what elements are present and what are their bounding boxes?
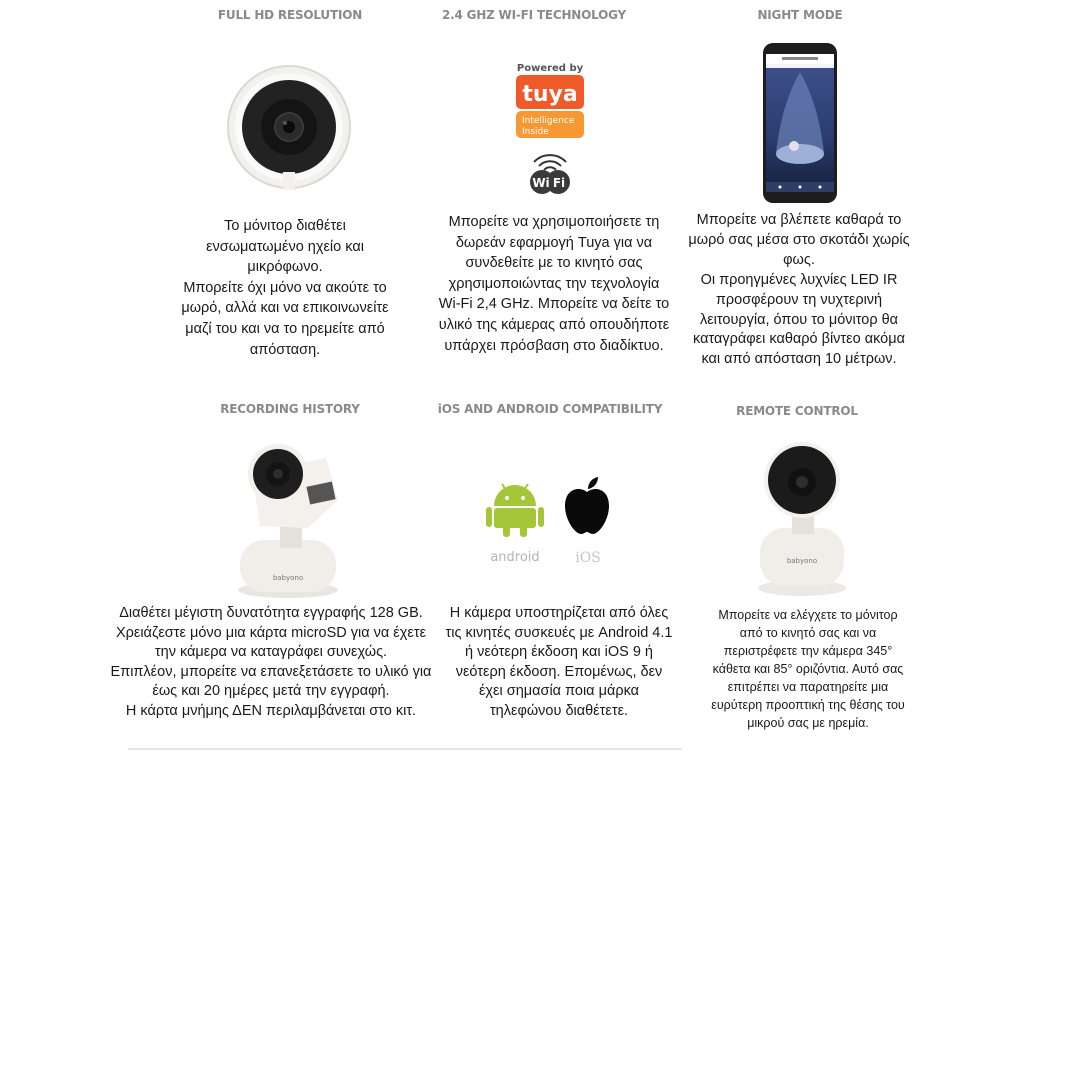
heading-recording-history: RECORDING HISTORY xyxy=(220,402,360,416)
night-mode-description: Μπορείτε να βλέπετε καθαρά το μωρό σας μέσα στο σκοτάδι χωρίς φως. Οι προηγμένες λυχνίες LED IR προσφέρουν τη νυχτερινή λειτουργία, όπου το μόνιτορ θα καταγράφει καθαρό βίντεο ακόμα και από απόσταση 10 μέτρων. xyxy=(688,212,910,368)
ios-label: iOS xyxy=(575,550,601,566)
tilted-camera-image xyxy=(230,440,360,602)
tuya-sub-text-2: Inside xyxy=(522,127,549,137)
compatibility-description: Η κάμερα υποστηρίζεται από όλες τις κινητές συσκευές με Android 4.1 ή νεότερη έκδοση και iOS 9 ή νεότερη έκδοση. Επομένως, δεν έχει σημασία ποια μάρκα τηλεφώνου διαθέτετε. xyxy=(445,605,673,719)
svg-text:Fi: Fi xyxy=(552,176,566,190)
tuya-logo xyxy=(512,60,588,140)
heading-wifi: 2.4 GHZ WI-FI TECHNOLOGY xyxy=(441,8,627,22)
remote-control-description: Μπορείτε να ελέγχετε το μόνιτορ από το κινητό σας και να περιστρέφετε την κάμερα 345° κάθετα και 85° οριζόντια. Αυτό σας επιτρέπει να παρατηρείτε μια ευρύτερη προοπτική της θέσης του μικρού σας με ηρεμία. xyxy=(711,608,905,730)
wifi-description: Μπορείτε να χρησιμοποιήσετε τη δωρεάν εφαρμογή Tuya για να συνδεθείτε με το κινητό σας χρησιμοποιώντας την τεχνολογία Wi-Fi 2,4 GHz. Μπορείτε να δείτε το υλικό της κάμερας από οπουδήποτε υπάρχει πρόσβαση στο διαδίκτυο. xyxy=(438,214,670,354)
remote-camera-image xyxy=(754,440,854,600)
apple-icon xyxy=(562,476,612,536)
heading-remote-control: REMOTE CONTROL xyxy=(736,404,858,418)
tuya-brand-text: tuya xyxy=(522,82,578,107)
wifi-icon xyxy=(528,148,572,196)
android-icon xyxy=(486,476,544,538)
round-camera-image xyxy=(226,64,352,190)
android-label: android xyxy=(490,550,540,565)
divider-line xyxy=(128,748,682,750)
heading-night-mode: NIGHT MODE xyxy=(757,8,843,22)
tuya-sub-text-1: Intelligence xyxy=(522,116,575,126)
full-hd-description: Το μόνιτορ διαθέτει ενσωματωμένο ηχείο και μικρόφωνο. Μπορείτε όχι μόνο να ακούτε το μωρό, αλλά και να επικοινωνείτε μαζί του και να το ηρεμείτε από απόσταση. xyxy=(181,218,389,358)
heading-ios-android-compatibility: iOS AND ANDROID COMPATIBILITY xyxy=(437,402,663,416)
babyono-brand-text: babyono xyxy=(272,574,304,582)
babyono-brand-text: babyono xyxy=(786,557,818,565)
powered-by-text: Powered by xyxy=(516,63,584,74)
phone-night-view-image xyxy=(762,42,838,204)
recording-history-description: Διαθέτει μέγιστη δυνατότητα εγγραφής 128 GB. Χρειάζεστε μόνο μια κάρτα microSD για να έχετε την κάμερα να καταγράφει συνεχώς. Επιπλέον, μπορείτε να επανεξετάσετε το υλικό για έως και 20 ημέρες μετά την εγγραφή. Η κάρτα μνήμης ΔΕΝ περιλαμβάνεται στο κιτ. xyxy=(110,605,432,719)
svg-text:Wi: Wi xyxy=(532,176,550,190)
heading-full-hd: FULL HD RESOLUTION xyxy=(217,8,363,22)
